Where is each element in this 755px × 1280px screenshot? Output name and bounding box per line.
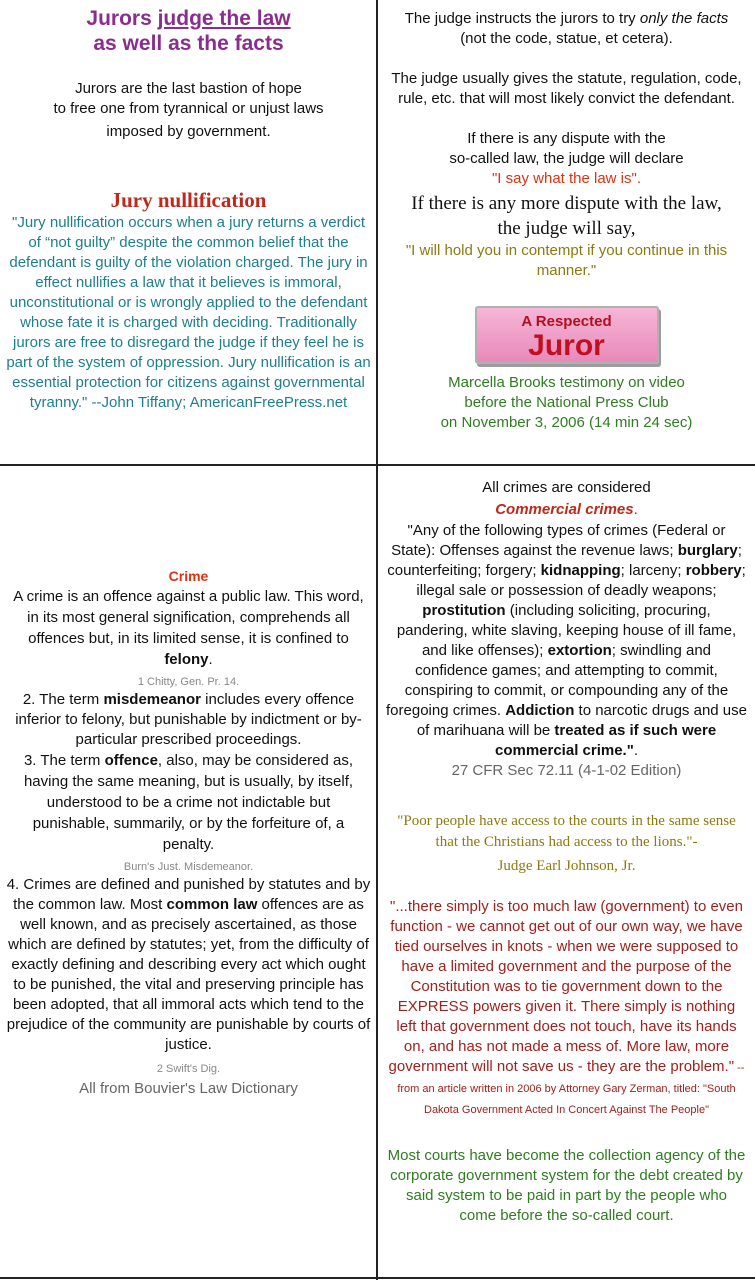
commercial-intro: All crimes are considered — [482, 479, 651, 496]
more-dispute-text: If there is any more dispute with the law, the judge will say, — [411, 193, 722, 239]
common-law-definition: 4. Crimes are defined and punished by statutes and by the common law. Most common law offences are as well known, and as precisely ascertained, as those which are defined by statutes; yet, from the difficulty of exactly defining and describing every act which ought to be punished, the vital and preserving principle has been adopted, that all immoral acts which tend to the prejudice of the community are punishable by courts of justice. — [6, 876, 371, 1053]
panel-title: Jurors judge the law as well as the facts — [86, 7, 291, 55]
statute-text: The judge usually gives the statute, regulation, code, rule, etc. that will most likely convict the defendant. — [391, 70, 742, 107]
cfr-citation: 27 CFR Sec 72.11 (4-1-02 Edition) — [451, 762, 682, 779]
cfr-quote: "Any of the following types of crimes (Federal or State): Offenses against the revenue laws; burglary; counterfeiting; forgery; kidnapping; larceny; robbery; illegal sale or possession of deadly weapons; prostitution (including soliciting, procuring, pandering, white slaving, keeping house of ill fame, and like offenses); extortion; swindling and confidence games; and attempting to commit, conspiring to commit, or compounding any of the foregoing crimes. Addiction to narcotic drugs and use of marihuana will be treated as if such were commercial crime.". — [386, 522, 747, 759]
collection-agency-text: Most courts have become the collection agency of the corporate government system for the debt created by said system to be paid in part by the people who come before the so-called court. — [387, 1147, 746, 1224]
nullification-heading: Jury nullification — [110, 188, 267, 212]
citation-chitty: 1 Chitty, Gen. Pr. 14. — [137, 676, 240, 688]
nullification-quote: "Jury nullification occurs when a jury returns a verdict of “not guilty” despite the common belief that the defendant is guilty of the violation charged. The jury in effect nullifies a law that it believes is immoral, unconstitutional or is wrongly applied to the defendant whose fate it is charged with deciding. Traditionally jurors are free to disregard the judge if they feel he is part of the system of oppression. Jury nullification is an essential protection for citizens against governmental tyranny." --John Tiffany; AmericanFreePress.net — [6, 214, 371, 411]
offence-definition: 3. The term offence, also, may be considered as, having the same meaning, but is usually, by itself, understood to be a crime not indictable but punishable, summarily, or by the forfeiture of, a penalty. — [23, 752, 354, 853]
johnson-quote: "Poor people have access to the courts in the same sense that the Christians had access to the lions."- Judge Earl Johnson, Jr. — [397, 813, 736, 874]
citation-burn: Burn's Just. Misdemeanor. — [123, 861, 254, 873]
dispute-text: If there is any dispute with the so-called law, the judge will declare — [449, 130, 684, 167]
intro-text: Jurors are the last bastion of hope to free one from tyrannical or unjust laws — [53, 80, 324, 117]
misdemeanor-definition: 2. The term misdemeanor includes every offence inferior to felony, but punishable by indictment or by-particular prescribed proceedings. — [15, 691, 362, 748]
respected-juror-badge: A Respected Juror — [475, 306, 659, 364]
commercial-heading: Commercial crimes. — [495, 501, 638, 518]
contempt-quote: "I will hold you in contempt if you continue in this manner." — [405, 242, 728, 279]
dictionary-source: All from Bouvier's Law Dictionary — [79, 1080, 298, 1097]
panel-commercial-crimes — [378, 466, 755, 1280]
video-caption: Marcella Brooks testimony on video before the National Press Club on November 3, 2006 (14 min 24 sec) — [440, 374, 693, 431]
panel-judge-instructs — [378, 0, 755, 464]
judge-declares-quote: "I say what the law is". — [491, 170, 642, 187]
panel-jurors-judge-law — [0, 0, 377, 464]
citation-swift: 2 Swift's Dig. — [156, 1063, 221, 1075]
crime-heading: Crime — [168, 568, 209, 584]
crime-definition: A crime is an offence against a public law. This word, in its most general signification, comprehends all offences but, in its limited sense, it is confined to felony. — [13, 588, 364, 668]
zerman-quote: "...there simply is too much law (government) to even function - we cannot get out of our own way, we have tied ourselves in knots - when we were supposed to have a limited government and the purpose of the Constitution was to tie government down to the EXPRESS powers given it. There simply is nothing left that government does not touch, have its hands on, and has not made a mess of. More law, more government will not save us - they are the problem." --from an article written in 2006 by Attorney Gary Zerman, titled: "South Dakota Government Acted In Concert Against The People" — [388, 898, 745, 1116]
panel-crime-definition — [0, 466, 377, 1280]
intro-text-end: imposed by government. — [106, 123, 271, 140]
instruct-text: The judge instructs the jurors to try only the facts (not the code, statue, et cetera). — [404, 10, 729, 47]
